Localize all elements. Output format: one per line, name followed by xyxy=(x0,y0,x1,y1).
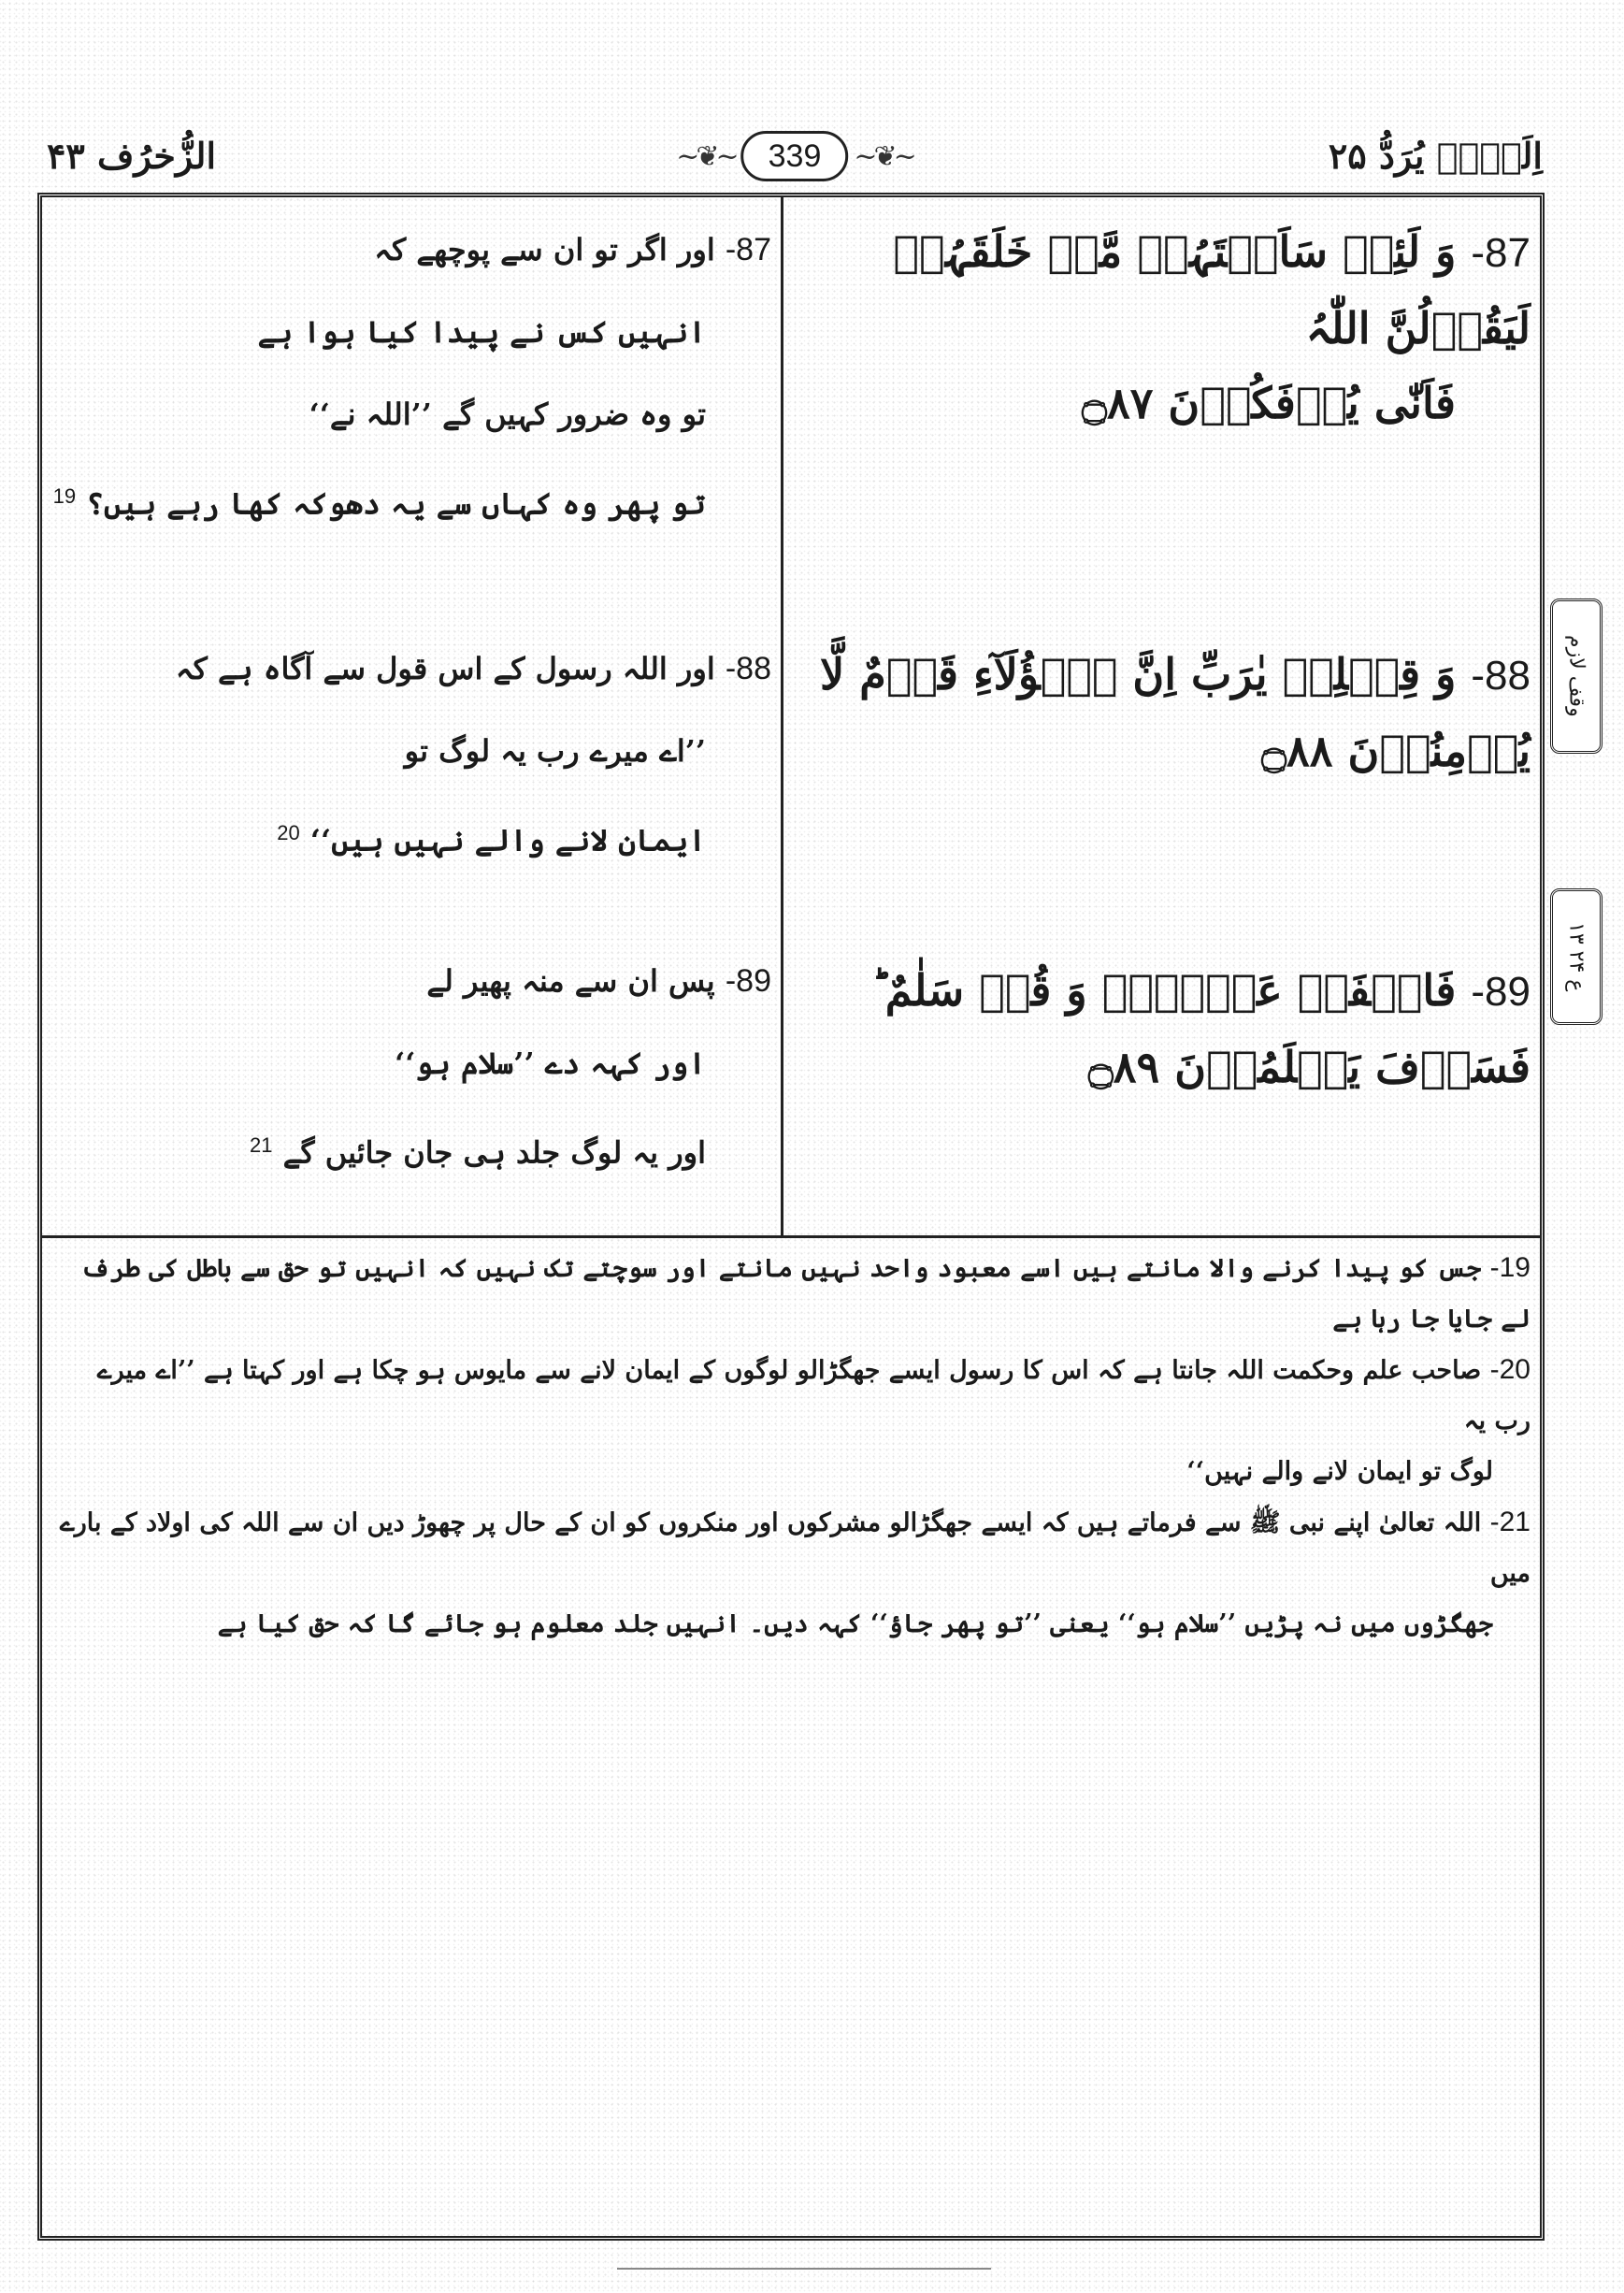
arabic-line: وَ لَئِنۡ سَاَلۡتَہُمۡ مَّنۡ خَلَقَہُمۡ لَیَقُوۡلُنَّ اللّٰہُ xyxy=(893,226,1531,353)
verse-number: 89- xyxy=(725,963,771,999)
page-number: 339 xyxy=(741,131,849,181)
ornament-icon: ~❦~ xyxy=(854,139,913,173)
footnote-21 xyxy=(53,1497,1531,1599)
verse-number: 87- xyxy=(725,232,771,267)
arabic-line: وَ قِیۡلِہٖ یٰرَبِّ اِنَّ ہٰۤؤُلَآءِ قَوۡمٌ لَّا یُؤۡمِنُوۡنَ ۝۸۸ xyxy=(820,649,1531,776)
translation-line: اور کہہ دے ’’سلام ہو‘‘ xyxy=(395,1046,706,1081)
translation-89 xyxy=(154,945,771,1192)
translation-line: انہیں کس نے پیدا کیا ہوا ہے xyxy=(257,314,706,350)
verse-number: 88- xyxy=(725,651,771,686)
translation-88 xyxy=(154,633,771,880)
page-frame xyxy=(37,193,1545,2241)
waqf-mark: وقف لازم xyxy=(1550,598,1602,754)
page-number-badge xyxy=(676,131,913,181)
bottom-rule xyxy=(617,2268,991,2270)
footnote-number: 20- xyxy=(1489,1354,1531,1385)
juz-name: اِلَیۡہِ یُرَدُّ ۲۵ xyxy=(1328,135,1543,177)
footnote-text: جھگڑوں میں نہ پڑیں ’’سلام ہو‘‘ یعنی ’’تو پھر جاؤ‘‘ کہہ دیں۔ انہیں جلد معلوم ہو جائے گا کہ حق کیا ہے xyxy=(217,1609,1493,1638)
footnote-text: لوگ تو ایمان لانے والے نہیں‘‘ xyxy=(1186,1457,1493,1486)
verse-number: 88- xyxy=(1471,653,1531,699)
surah-name: الزُّخرُف ۴۳ xyxy=(47,135,217,177)
ruku-mark: ع ۲۴ ۱۳ xyxy=(1550,888,1602,1025)
arabic-line: فَاَنّٰی یُؤۡفَکُوۡنَ ۝۸۷ xyxy=(1082,378,1456,428)
footnote-ref: 21 xyxy=(249,1133,273,1157)
translation-line: اور اللہ رسول کے اس قول سے آگاہ ہے کہ xyxy=(175,651,715,686)
translation-line: تو وہ ضرور کہیں گے ’’اللہ نے‘‘ xyxy=(309,397,706,432)
column-divider xyxy=(781,197,783,1235)
footnote-ref: 20 xyxy=(277,821,300,844)
translation-line: پس ان سے منہ پھیر لے xyxy=(426,963,715,999)
footnotes-section xyxy=(53,1243,1531,1650)
arabic-verse-89 xyxy=(792,953,1531,1104)
translation-line: اور اگر تو ان سے پوچھے کہ xyxy=(374,232,715,267)
verse-number: 89- xyxy=(1471,969,1531,1015)
verse-number: 87- xyxy=(1471,230,1531,276)
translation-line: اور یہ لوگ جلد ہی جان جائیں گے xyxy=(282,1134,706,1171)
arabic-verse-87 xyxy=(792,214,1531,440)
footnote-ref: 19 xyxy=(52,484,77,508)
translation-line: ’’اے میرے رب یہ لوگ تو xyxy=(404,733,706,769)
page-header xyxy=(47,131,1543,187)
footnote-20 xyxy=(53,1345,1531,1447)
translation-line: ایمان لانے والے نہیں ہیں‘‘ xyxy=(309,822,706,858)
footnote-text: صاحب علم وحکمت اللہ جانتا ہے کہ اس کا رسول ایسے جھگڑالو لوگوں کے ایمان لانے سے مایوس ہو چکا ہے اور کہتا ہے ’’اے میرے رب یہ xyxy=(96,1356,1531,1435)
footnote-number: 19- xyxy=(1489,1252,1531,1283)
footnote-text: جس کو پیدا کرنے والا مانتے ہیں اسے معبود واحد نہیں مانتے اور سوچتے تک نہیں کہ انہیں تو حق سے باطل کی طرف لے جایا جا رہا ہے xyxy=(80,1254,1531,1334)
footnote-21-cont xyxy=(53,1599,1531,1650)
footnote-20-cont xyxy=(53,1447,1531,1497)
footnote-text: اللہ تعالیٰ اپنے نبی ﷺ سے فرماتے ہیں کہ ایسے جھگڑالو مشرکوں اور منکروں کو ان کے حال پر چھوڑ دیں ان سے اللہ کی اولاد کے بارے میں xyxy=(59,1508,1531,1588)
translation-line: تو پھر وہ کہاں سے یہ دھوکہ کھا رہے ہیں؟ xyxy=(86,485,706,522)
footnote-19 xyxy=(53,1243,1531,1345)
verses-section xyxy=(42,197,1540,1238)
translation-87 xyxy=(52,214,771,543)
arabic-verse-88 xyxy=(792,637,1531,788)
arabic-line: فَاصۡفَحۡ عَنۡہُمۡ وَ قُلۡ سَلٰمٌ ؕ فَسَوۡفَ یَعۡلَمُوۡنَ ۝۸۹ xyxy=(871,965,1531,1092)
ornament-icon: ~❦~ xyxy=(676,139,736,173)
footnote-number: 21- xyxy=(1489,1507,1531,1537)
